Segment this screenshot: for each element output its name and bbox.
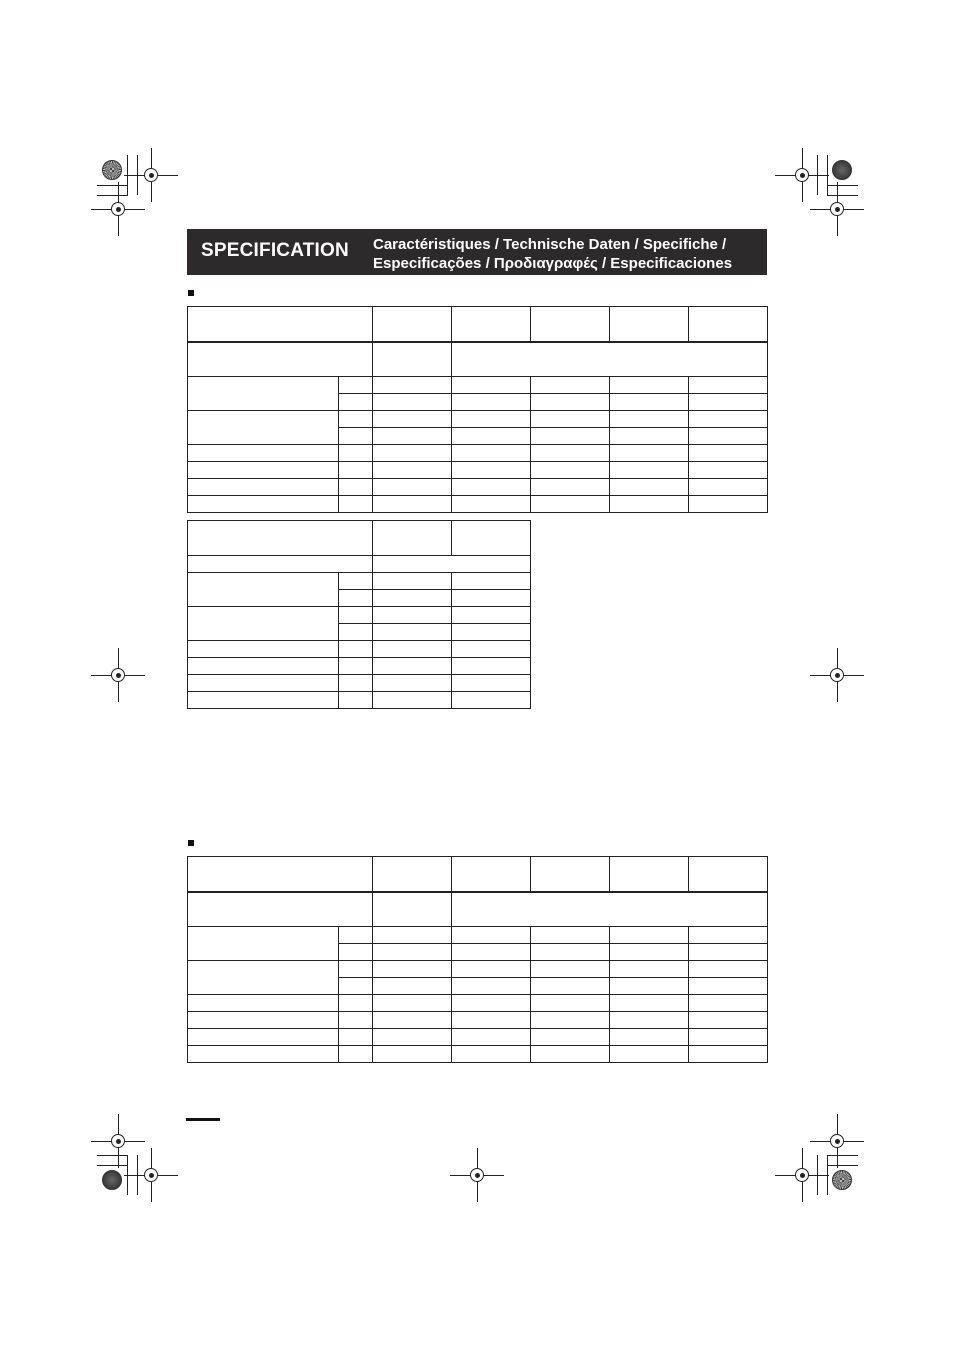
- table-row: [188, 556, 531, 573]
- table-row: [188, 462, 768, 479]
- table-row: [188, 1012, 768, 1029]
- table-row: [188, 377, 768, 394]
- registration-crosshair-icon: [835, 1139, 840, 1144]
- banner-subtitle-line-1: Caractéristiques / Technische Daten / Specifiche /: [373, 236, 727, 253]
- registration-crosshair-icon: [116, 1139, 121, 1144]
- registration-crosshair-icon: [800, 1173, 805, 1178]
- crop-trim-line: [827, 1155, 858, 1156]
- crop-trim-line: [97, 1155, 128, 1156]
- crop-trim-line: [97, 185, 128, 186]
- registration-crosshair-icon: [116, 673, 121, 678]
- table-row: [188, 892, 768, 927]
- crop-trim-line: [137, 155, 138, 195]
- table-row: [188, 411, 768, 428]
- registration-crosshair-icon: [149, 173, 154, 178]
- table-row: [188, 692, 531, 709]
- banner-subtitle-line-2: Especificações / Προδιαγραφές / Especificaciones: [373, 255, 733, 272]
- table-row: [188, 927, 768, 944]
- table-row: [188, 573, 531, 590]
- color-calibration-disc-icon: [102, 160, 122, 180]
- registration-crosshair-icon: [800, 173, 805, 178]
- table-row: [188, 1029, 768, 1046]
- table-row: [188, 1046, 768, 1063]
- registration-crosshair-icon: [116, 207, 121, 212]
- crop-trim-line: [97, 195, 128, 196]
- crop-trim-line: [827, 155, 828, 195]
- banner-subtitle: [373, 235, 732, 273]
- table-row: [188, 641, 531, 658]
- color-calibration-disc-icon: [832, 160, 852, 180]
- spec-table-1: [187, 306, 768, 513]
- banner-title: SPECIFICATION: [201, 240, 349, 261]
- table-row: [188, 658, 531, 675]
- table-header-row: [188, 857, 768, 892]
- crop-trim-line: [137, 1155, 138, 1195]
- crop-trim-line: [127, 155, 128, 195]
- crop-trim-line: [817, 155, 818, 195]
- table-row: [188, 995, 768, 1012]
- specification-banner: [187, 229, 767, 275]
- table-row: [188, 479, 768, 496]
- square-bullet-icon: [188, 840, 194, 846]
- table-row: [188, 445, 768, 462]
- registration-crosshair-icon: [835, 673, 840, 678]
- color-calibration-disc-icon: [832, 1170, 852, 1190]
- color-calibration-disc-icon: [102, 1170, 122, 1190]
- table-row: [188, 675, 531, 692]
- table-row: [188, 342, 768, 377]
- table-row: [188, 496, 768, 513]
- spec-table-3: [187, 856, 768, 1063]
- registration-crosshair-icon: [475, 1173, 480, 1178]
- crop-trim-line: [827, 1165, 858, 1166]
- page-footer-rule: [186, 1118, 220, 1121]
- crop-trim-line: [97, 1165, 128, 1166]
- square-bullet-icon: [188, 290, 194, 296]
- registration-crosshair-icon: [835, 207, 840, 212]
- crop-trim-line: [817, 1155, 818, 1195]
- table-header-row: [188, 521, 531, 556]
- table-row: [188, 607, 531, 624]
- spec-table-2: [187, 520, 531, 709]
- crop-trim-line: [827, 1155, 828, 1195]
- crop-trim-line: [827, 195, 858, 196]
- crop-trim-line: [827, 185, 858, 186]
- registration-crosshair-icon: [149, 1173, 154, 1178]
- table-header-row: [188, 307, 768, 342]
- table-row: [188, 961, 768, 978]
- crop-trim-line: [127, 1155, 128, 1195]
